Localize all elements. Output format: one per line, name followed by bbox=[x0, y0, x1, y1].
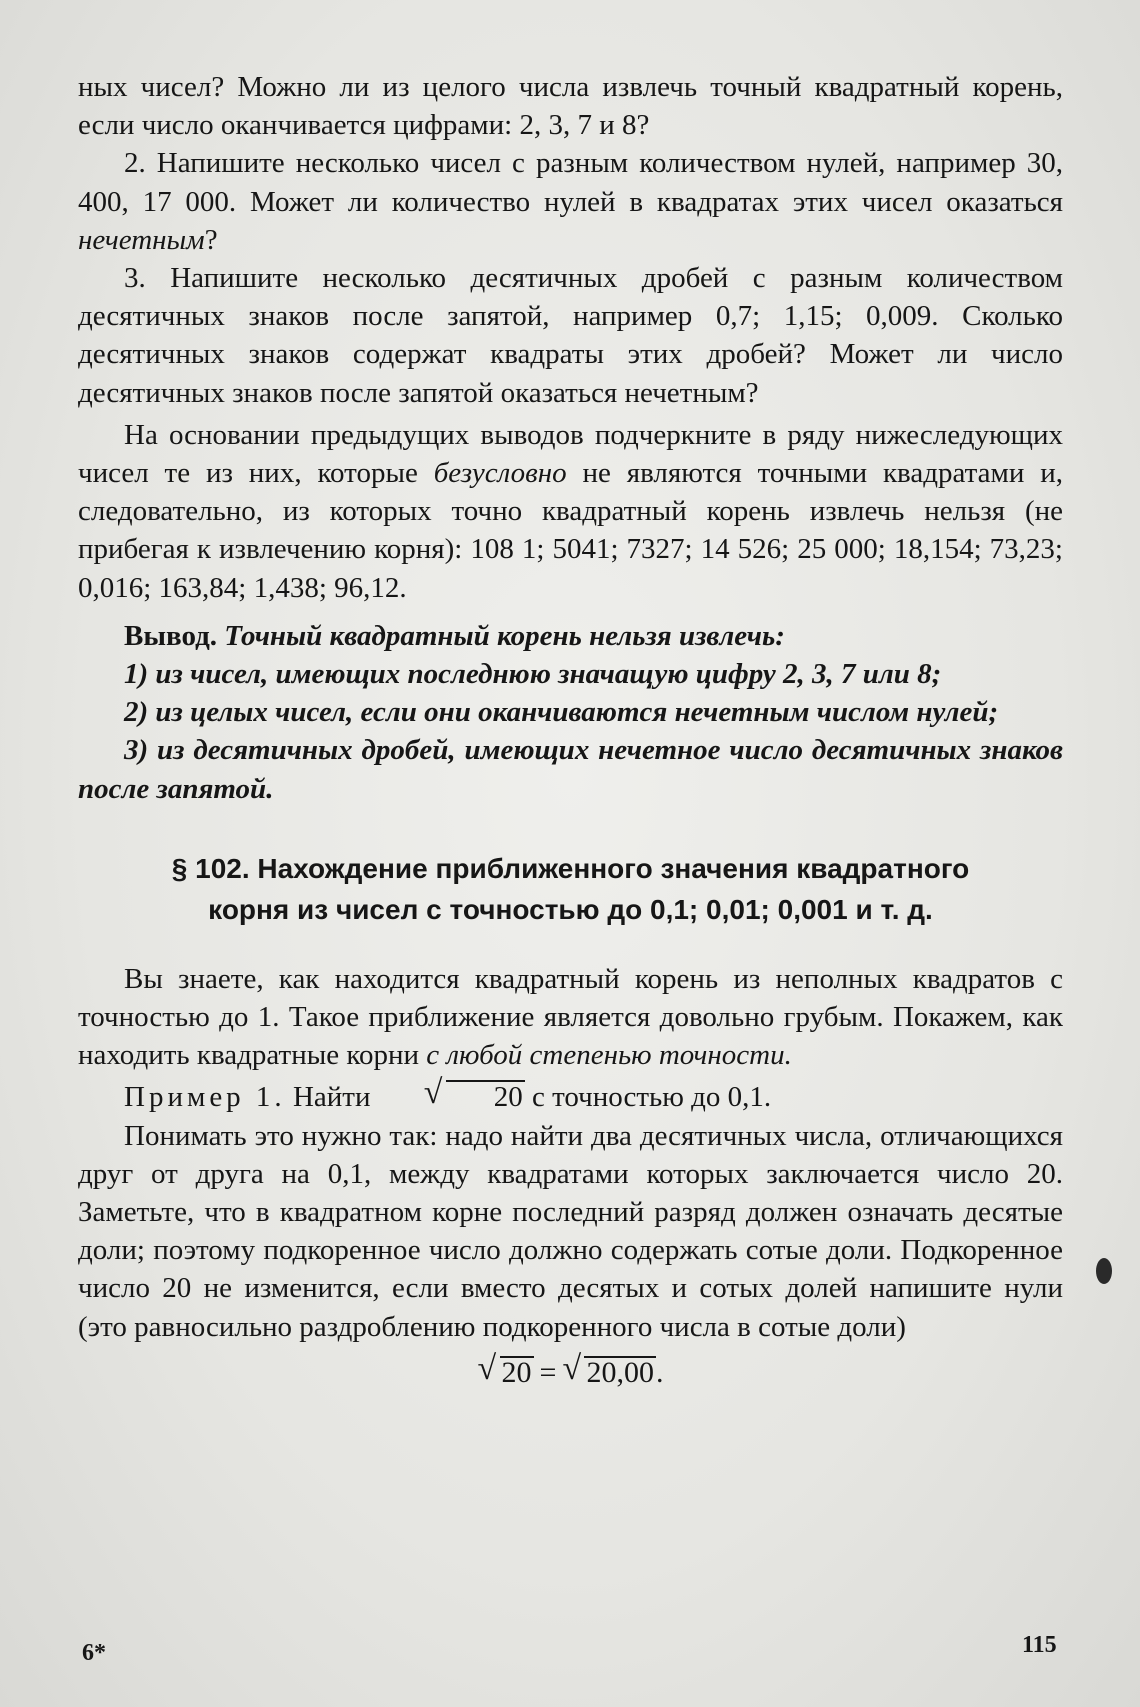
conclusion-item-1: 1) из чисел, имеющих последнюю значащую цифру 2, 3, 7 или 8; bbox=[124, 658, 942, 691]
conclusion-block bbox=[78, 617, 1063, 808]
explanation-paragraph: Понимать это нужно так: надо найти два десятичных числа, отличающихся друг от друга на 0,1, между квадратами которых заключается число 20. Заметьте, что в квадратном корне последний разряд должен означать десятые доли; поэтому подкоренное число должно содержать сотые доли. Подкоренное число 20 не изменится, если вместо десятых и сотых долей напишите нули (это равносильно раздроблению подкоренного числа в сотые доли) bbox=[78, 1119, 1063, 1343]
conclusion-item-2: 2) из целых чисел, если они оканчиваются нечетным числом нулей; bbox=[124, 696, 999, 729]
section-heading bbox=[78, 848, 1063, 930]
emphasis-any-precision: с любой степенью точности. bbox=[426, 1039, 792, 1072]
example-1: Пример 1. Найти √ 20 с точностью до 0,1. bbox=[78, 1078, 1063, 1116]
exercise-3: 3. Напишите несколько десятичных дробей с разным количеством десятичных знаков после запятой, например 0,7; 1,15; 0,009. Сколько десятичных знаков содержат квадраты этих дробей? Может ли число десятичных знаков после запятой оказаться нечетным? bbox=[78, 262, 1063, 409]
page-number: 115 bbox=[1022, 1632, 1057, 1658]
section-title-line-2: корня из чисел с точностью до 0,1; 0,01; 0,001 и т. д. bbox=[208, 893, 933, 925]
signature-mark: 6* bbox=[82, 1640, 106, 1666]
ink-blot bbox=[1096, 1258, 1112, 1284]
radical-sign-icon: √ bbox=[562, 1349, 582, 1387]
conclusion-lead: Вывод. bbox=[124, 619, 218, 652]
page-text bbox=[78, 68, 1063, 1392]
section-title-line-1: § 102. Нахождение приближенного значения квадратного bbox=[171, 852, 970, 884]
conclusion-item-3: 3) из десятичных дробей, имеющих нечетное число десятичных знаков после запятой. bbox=[78, 734, 1063, 805]
intro-paragraph: Вы знаете, как находится квадратный корень из неполных квадратов с точностью до 1. Такое приближение является довольно грубым. Покажем, как находить квадратные корни с любой степенью точности. bbox=[78, 962, 1063, 1072]
task-paragraph: На основании предыдущих выводов подчеркните в ряду нижеследующих чисел те из них, которые безусловно не являются точными квадратами и, следовательно, из которых точно квадратный корень извлечь нельзя (не прибегая к извлечению корня): 108 1; 5041; 7327; 14 526; 25 000; 18,154; 73,23; 0,016; 163,84; 1,438; 96,12. bbox=[78, 418, 1064, 604]
formula-right-sqrt: √ 20,00 bbox=[562, 1349, 654, 1389]
radical-sign-icon: √ bbox=[477, 1349, 497, 1387]
emphasis-unconditionally: безусловно bbox=[433, 457, 567, 490]
example-label: Пример 1. bbox=[124, 1081, 286, 1114]
conclusion-intro: Точный квадратный корень нельзя извлечь: bbox=[224, 619, 785, 652]
emphasis-odd: нечетным bbox=[78, 223, 205, 256]
radical-sign-icon: √ bbox=[423, 1074, 443, 1112]
exercise-2: 2. Напишите несколько чисел с разным количеством нулей, например 30, 400, 17 000. Может ли количество нулей в квадратах этих чисел оказаться нечетным? bbox=[78, 147, 1063, 256]
formula-left-sqrt: √ 20 bbox=[477, 1349, 532, 1389]
paragraph-continuation: ных чисел? Можно ли из целого числа извлечь точный квадратный корень, если число оканчивается цифрами: 2, 3, 7 и 8? bbox=[78, 71, 1063, 142]
formula: √ 20 = √ 20,00. bbox=[78, 1354, 1063, 1392]
sqrt-20: √ 20 bbox=[378, 1078, 525, 1116]
